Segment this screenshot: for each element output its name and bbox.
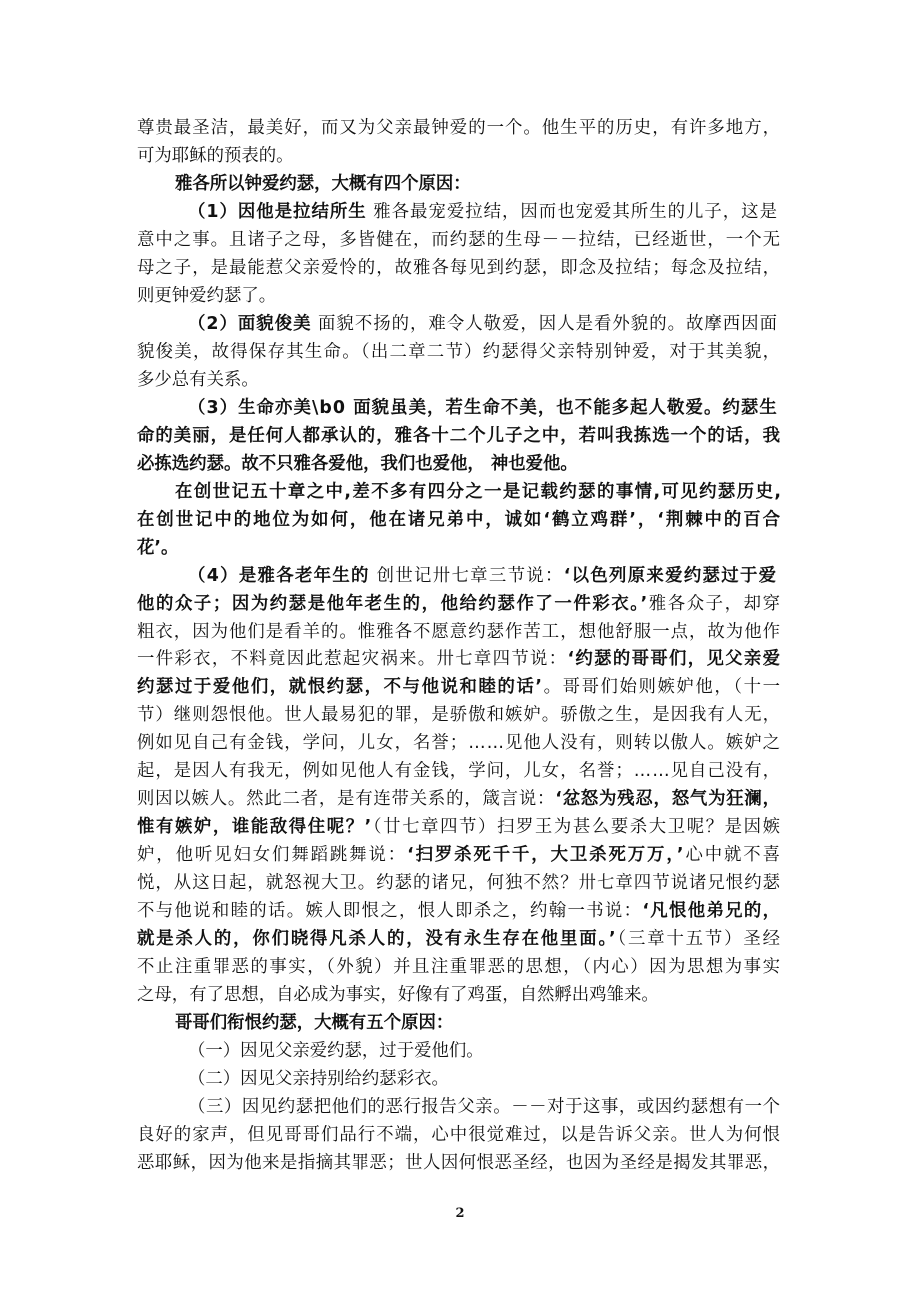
text-line: [137, 841, 782, 869]
text-run: 在创世记中的地位为如何，他在诸兄弟中，诚如‘鹤立鸡群’，‘荆棘中的百合: [137, 509, 782, 530]
text-line: [188, 1093, 781, 1121]
text-run: ‘以色列原来爱约瑟过于爱: [563, 565, 778, 586]
text-line: [137, 114, 781, 142]
text-line: [137, 925, 782, 953]
text-line: [137, 534, 178, 562]
text-line: [188, 198, 778, 226]
text-run: 面貌不扬的，难令人敬爱，因人是看外貌的。故摩西因面: [311, 313, 778, 334]
text-line: [188, 1037, 484, 1065]
text-line: [137, 450, 578, 478]
text-run: （廿七章四节）扫罗王为甚么要杀大卫呢？是因嫉: [372, 817, 782, 838]
text-run: 雅各最宠爱拉结，因而也宠爱其所生的儿子，这是: [366, 201, 778, 222]
text-run: （4）是雅各老年生的: [188, 565, 370, 586]
text-run: 就是杀人的，你们晓得凡杀人的，没有永生存在他里面。’: [137, 929, 618, 950]
text-line: [188, 562, 777, 590]
text-run: 必拣选约瑟。故不只雅各爱他，我们也爱他， 神也爱他。: [137, 453, 578, 474]
text-run: （三）因见约瑟把他们的恶行报告父亲。－－对于这事，或因约瑟想有一个: [188, 1096, 781, 1117]
text-run: 他的众子；因为约瑟是他年老生的，他给约瑟作了一件彩衣。’: [137, 593, 649, 614]
text-run: 不与他说和睦的话。嫉人即恨之，恨人即杀之，约翰一书说：: [137, 901, 643, 922]
text-line: [175, 170, 471, 198]
text-run: ‘约瑟的哥哥们，见父亲爱: [567, 649, 782, 670]
text-run: 粗衣，因为他们是看羊的。惟雅各不愿意约瑟作苦工，想他舒服一点，故为他作: [137, 621, 781, 642]
text-line: [137, 813, 782, 841]
text-run: 良好的家声，但见哥哥们品行不端，心中很觉难过，以是告诉父亲。世人为何恨: [137, 1124, 781, 1145]
text-run: 尊贵最圣洁，最美好，而又为父亲最钟爱的一个。他生平的历史，有许多地方，: [137, 118, 781, 138]
text-line: [137, 981, 659, 1009]
text-line: [137, 142, 294, 170]
text-run: 之母，有了思想，自必成为事实，好像有了鸡蛋，自然孵出鸡雏来。: [137, 985, 659, 1006]
text-run: 命的美丽，是任何人都承认的，雅各十二个儿子之中，若叫我拣选一个的话，我: [137, 425, 781, 446]
text-run: 。哥哥们始则嫉妒他，（十一: [543, 677, 782, 698]
text-run: ‘扫罗杀死千千，大卫杀死万万，’: [407, 845, 686, 866]
text-line: [137, 897, 781, 925]
text-line: [137, 506, 782, 534]
text-run: （一）因见父亲爱约瑟，过于爱他们。: [188, 1041, 484, 1061]
text-line: [137, 785, 781, 813]
text-line: [188, 310, 778, 338]
text-run: 意中之事。且诸子之母，多皆健在，而约瑟的生母－－拉结，已经逝世，一个无: [137, 229, 781, 250]
text-run: 貌俊美，故得保存其生命。（出二章二节）约瑟得父亲特别钟爱，对于其美貌，: [137, 341, 782, 362]
text-line: [137, 757, 781, 785]
text-line: [137, 645, 781, 673]
text-run: 心中就不喜: [685, 845, 782, 866]
text-run: 妒，他听见妇女们舞蹈跳舞说：: [137, 845, 408, 866]
text-line: [137, 590, 782, 618]
text-line: [137, 338, 781, 366]
text-line: [137, 618, 781, 646]
text-line: [137, 422, 781, 450]
text-run: 创世记卅七章三节说：: [369, 565, 564, 586]
text-line: [137, 729, 781, 757]
text-line: [137, 254, 781, 282]
text-run: 则因以嫉人。然此二者，是有连带关系的，箴言说：: [137, 789, 556, 810]
text-run: 惟有嫉妒，谁能敌得住呢？’: [137, 817, 373, 838]
text-run: 母之子，是最能惹父亲爱怜的，故雅各每见到约瑟，即念及拉结；每念及拉结，: [137, 257, 781, 278]
text-run: 则更钟爱约瑟了。: [137, 285, 277, 306]
text-run: （1）因他是拉结所生: [188, 201, 367, 222]
text-run: 雅各所以钟爱约瑟，大概有四个原因：: [175, 173, 471, 194]
text-line: [137, 282, 276, 310]
text-run: ‘凡恨他弟兄的，: [642, 901, 782, 922]
text-run: 恶耶稣，因为他来是指摘其罪恶；世人因何恨恶圣经，也因为圣经是揭发其罪恶，: [137, 1152, 781, 1173]
text-line: [175, 478, 782, 506]
text-line: [137, 1149, 780, 1177]
text-line: [137, 673, 782, 701]
text-line: [137, 226, 781, 254]
text-run: （三章十五节）圣经: [617, 929, 782, 950]
text-line: [175, 1009, 453, 1037]
text-line: [137, 869, 781, 897]
text-run: 例如见自己有金钱，学问，儿女，名誉；……见他人没有，则转以傲人。嫉妒之: [137, 733, 781, 754]
text-run: 多少总有关系。: [137, 369, 259, 390]
text-run: （3）生命亦美\b0 面貌虽美，若生命不美，也不能多起人敬爱。约瑟生: [188, 397, 778, 418]
text-line: [137, 701, 781, 729]
text-run: 节）继则怨恨他。世人最易犯的罪，是骄傲和嫉妒。骄傲之生，是因我有人无，: [137, 705, 781, 726]
text-line: [188, 394, 778, 422]
text-run: 雅各众子，却穿: [648, 593, 782, 614]
text-line: [137, 953, 782, 981]
text-run: 在创世记五十章之中,差不多有四分之一是记载约瑟的事情,可见约瑟历史,: [175, 481, 783, 502]
text-line: [137, 366, 259, 394]
text-run: 约瑟过于爱他们，就恨约瑟，不与他说和睦的话’: [137, 677, 544, 698]
text-run: 哥哥们衔恨约瑟，大概有五个原因：: [175, 1013, 454, 1033]
text-line: [137, 1121, 781, 1149]
text-run: 一件彩衣，不料竟因此惹起灾祸来。卅七章四节说：: [137, 649, 568, 670]
page-number: 2: [455, 1206, 465, 1221]
text-line: [188, 1065, 449, 1093]
text-run: 不止注重罪恶的事实，（外貌）并且注重罪恶的思想，（内心）因为思想为事实: [137, 957, 782, 978]
text-run: 起，是因人有我无，例如见他人有金钱，学问，儿女，名誉；……见自己没有，: [137, 761, 781, 782]
text-run: 悦，从这日起，就怒视大卫。约瑟的诸兄，何独不然？卅七章四节说诸兄恨约瑟: [137, 873, 781, 894]
text-run: （二）因见父亲持别给约瑟彩衣。: [188, 1069, 449, 1089]
text-run: （2）面貌俊美: [188, 313, 312, 334]
text-run: 花’。: [137, 537, 179, 558]
text-run: ‘忿怒为残忍，怒气为狂澜，: [555, 789, 781, 810]
text-run: 可为耶稣的预表的。: [137, 146, 294, 166]
